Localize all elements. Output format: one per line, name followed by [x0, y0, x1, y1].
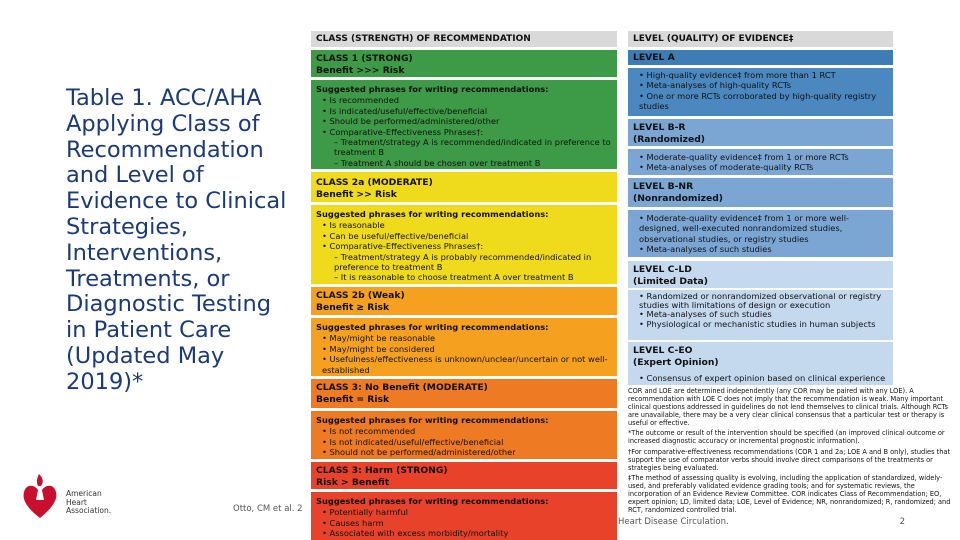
- list-item: • One or more RCTs corroborated by high-quality registry studies: [639, 91, 888, 112]
- class-name: CLASS 3: No Benefit (MODERATE): [316, 382, 488, 393]
- levelA-header: LEVEL A: [628, 50, 893, 65]
- class2b-body: [311, 318, 617, 376]
- class-sub: Benefit >>> Risk: [316, 64, 405, 76]
- level-name: LEVEL B-R: [633, 122, 686, 133]
- level-name: LEVEL B-NR: [633, 181, 694, 192]
- phrases-label: Suggested phrases for writing recommendations:: [316, 209, 549, 219]
- footer-row: [618, 517, 905, 527]
- list-item: • Is indicated/useful/effective/beneficial: [322, 106, 612, 116]
- level-name: LEVEL C-EO: [633, 345, 693, 356]
- levelCEO-body: [628, 371, 893, 385]
- list-item: • May/might be considered: [322, 344, 612, 354]
- class2b-header: [311, 287, 617, 315]
- class2a-body: [311, 205, 617, 284]
- list-item: • Moderate-quality evidence‡ from 1 or more RCTs: [639, 152, 888, 162]
- list-item: • Meta-analyses of moderate-quality RCTs: [639, 162, 888, 172]
- levelBNR-body: [628, 210, 893, 257]
- lower-right-stack: [618, 342, 953, 528]
- level-sub: (Expert Opinion): [633, 356, 719, 368]
- class-sub: Benefit = Risk: [316, 393, 390, 405]
- phrases-label: Suggested phrases for writing recommendations:: [316, 84, 549, 94]
- footnote: *The outcome or result of the intervention should be specified (an improved clinical outcome or increased diagnostic accuracy or incremental prognostic information).: [628, 429, 945, 446]
- list-item: • Meta-analyses of such studies: [639, 310, 888, 319]
- cor-header: CLASS (STRENGTH) OF RECOMMENDATION: [311, 31, 617, 47]
- footnote: ‡The method of assessing quality is evolving, including the application of standardized, widely-used, and preferably validated evidence grading tools; and for systematic reviews, the incorporation of an Evidence Review Committee. COR indicates Class of Recommendation; EO, expert opinion; LD, limited data; LOE, Level of Evidence; NR, nonrandomized; R, randomized; and RCT, randomized controlled trial.: [628, 474, 951, 514]
- class-sub: Benefit ≥ Risk: [316, 301, 390, 313]
- list-item: • Is not indicated/useful/effective/beneficial: [322, 437, 612, 447]
- loe-header: LEVEL (QUALITY) OF EVIDENCE‡: [628, 31, 893, 47]
- class1-header: [311, 50, 617, 77]
- class-name: CLASS 3: Harm (STRONG): [316, 465, 448, 476]
- class3-nobenefit-header: [311, 379, 617, 408]
- logo-text: American Heart Association.: [66, 489, 112, 515]
- list-item: – Treatment/strategy A is probably recommended/indicated in preference to treatment B: [322, 252, 612, 273]
- list-item: • Is reasonable: [322, 220, 612, 230]
- levelBNR-header: [628, 178, 893, 207]
- level-name: LEVEL C-LD: [633, 264, 692, 275]
- list-item: • Is not recommended: [322, 426, 612, 436]
- levelA-body: [628, 68, 893, 116]
- slide-title: Table 1. ACC/AHA Applying Class of Recommendation and Level of Evidence to Clinical Strategies, Interventions, Treatments, or Diagnostic Testing in Patient Care (Updated May 2019)*: [66, 85, 287, 395]
- list-item: • Should not be performed/administered/other: [322, 447, 612, 457]
- level-sub: (Limited Data): [633, 275, 708, 287]
- class1-body: [311, 80, 617, 169]
- phrases-label: Suggested phrases for writing recommendations:: [316, 496, 549, 506]
- citation-left: Otto, CM et al. 2: [233, 504, 303, 514]
- class3-harm-body: [311, 492, 617, 540]
- class-sub: Benefit >> Risk: [316, 188, 397, 200]
- list-item: • Physiological or mechanistic studies in human subjects: [639, 320, 888, 329]
- list-item: • May/might be reasonable: [322, 333, 612, 343]
- list-item: • Is recommended: [322, 95, 612, 105]
- levelBR-header: [628, 119, 893, 146]
- list-item: • Randomized or nonrandomized observational or registry studies with limitations of design or execution: [639, 292, 888, 310]
- class-name: CLASS 2b (Weak): [316, 290, 405, 301]
- list-item: • Consensus of expert opinion based on clinical experience: [639, 373, 888, 383]
- class3-harm-header: [311, 462, 617, 489]
- list-item: • Associated with excess morbidity/mortality: [322, 528, 612, 538]
- heart-torch-icon: [22, 470, 58, 520]
- citation-right: Heart Disease Circulation.: [618, 517, 729, 528]
- list-item: • Usefulness/effectiveness is unknown/unclear/uncertain or not well-established: [322, 354, 612, 375]
- phrases-label: Suggested phrases for writing recommendations:: [316, 415, 549, 425]
- levelCLD-header: [628, 261, 893, 288]
- list-item: • Meta-analyses of high-quality RCTs: [639, 80, 888, 90]
- list-item: • Can be useful/effective/beneficial: [322, 231, 612, 241]
- levelBR-body: [628, 149, 893, 175]
- list-item: – It is reasonable to choose treatment A over treatment B: [322, 272, 612, 282]
- class-name: CLASS 1 (STRONG): [316, 53, 413, 64]
- page-number: 2: [899, 517, 905, 528]
- class3-nobenefit-body: [311, 411, 617, 459]
- cor-loe-note: COR and LOE are determined independently (any COR may be paired with any LOE). A recommendation with LOE C does not imply that the recommendation is weak. Many important clinical questions addressed in guidelines do not lend themselves to clinical trials. Although RCTs are unavailable, there may be a very clear clinical consensus that a particular test or therapy is useful or effective.: [628, 387, 948, 427]
- class-sub: Risk > Benefit: [316, 476, 390, 488]
- footnote: †For comparative-effectiveness recommendations (COR 1 and 2a; LOE A and B only), studies that support the use of comparator verbs should involve direct comparisons of the treatments or strategies being evaluated.: [628, 447, 951, 472]
- phrases-label: Suggested phrases for writing recommendations:: [316, 322, 549, 332]
- levelCEO-header: [628, 342, 893, 371]
- list-item: – Treatment/strategy A is recommended/indicated in preference to treatment B: [322, 137, 612, 158]
- list-item: – Treatment A should be chosen over treatment B: [322, 158, 612, 168]
- levelCLD-body: [628, 290, 893, 340]
- list-item: • Potentially harmful: [322, 507, 612, 517]
- list-item: • Moderate-quality evidence‡ from 1 or more well-designed, well-executed nonrandomized studies, observational studies, or registry studies: [639, 213, 888, 244]
- level-sub: (Randomized): [633, 133, 705, 145]
- list-item: • Comparative-Effectiveness Phrases†:: [322, 127, 612, 137]
- class-name: CLASS 2a (MODERATE): [316, 177, 433, 188]
- list-item: • Causes harm: [322, 518, 612, 528]
- list-item: • High-quality evidence‡ from more than 1 RCT: [639, 70, 888, 80]
- class2a-header: [311, 172, 617, 202]
- aha-logo: [22, 470, 122, 520]
- list-item: • Should be performed/administered/other: [322, 116, 612, 126]
- list-item: • Meta-analyses of such studies: [639, 244, 888, 254]
- list-item: • Comparative-Effectiveness Phrases†:: [322, 241, 612, 251]
- level-sub: (Nonrandomized): [633, 192, 723, 204]
